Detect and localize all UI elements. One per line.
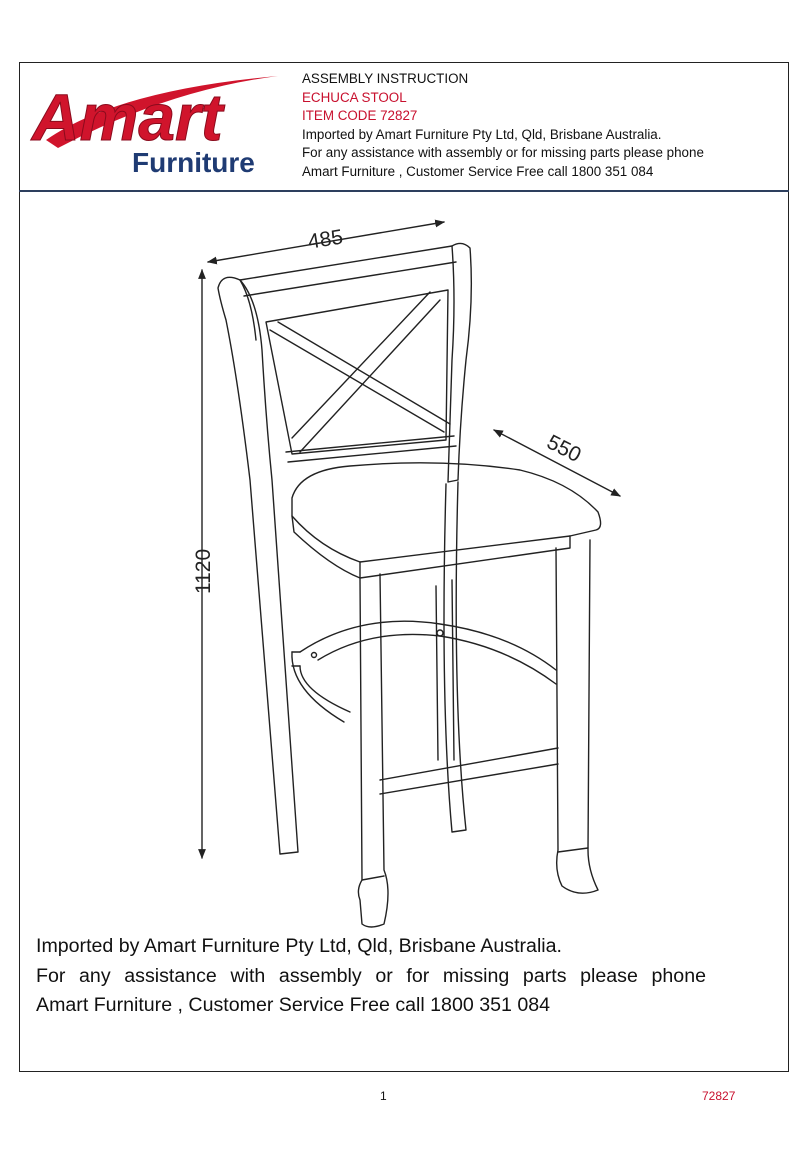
cross-bar-2 [292,292,440,452]
logo-amart-text: Amart [32,80,223,154]
front-left-leg-foot-line [362,876,384,880]
body-text [36,932,706,1021]
header-divider [19,190,789,192]
page-number: 1 [380,1089,387,1103]
foot-ring-screw-1 [437,630,443,636]
top-rail [240,246,456,296]
width-dimension-label: 485 [306,225,345,254]
header-info [302,70,782,182]
foot-ring-screw-2 [312,653,317,658]
front-right-leg [556,540,598,893]
stool-drawing [170,210,630,940]
doc-type: ASSEMBLY INSTRUCTION [302,71,469,86]
assistance-line: For any assistance with assembly or for missing parts please phone [302,145,704,161]
logo-furniture-text: Furniture [132,147,255,178]
front-left-leg [358,574,388,927]
body-assistance-line: For any assistance with assembly or for missing parts please phone [36,964,706,987]
amart-furniture-logo [28,70,290,182]
contact-line: Amart Furniture , Customer Service Free call 1800 351 084 [302,163,654,179]
front-right-leg-foot-line [558,848,588,852]
cross-bar-1 [270,322,450,432]
item-code: ITEM CODE 72827 [302,108,418,124]
back-left-post-edge [240,280,256,340]
footer-item-code: 72827 [702,1089,736,1103]
foot-ring-top [300,621,556,670]
height-dimension-label: 1120 [192,548,215,594]
depth-dimension-label: 550 [543,430,585,468]
back-left-post [218,277,298,854]
foot-ring-left [292,652,350,722]
body-contact-line: Amart Furniture , Customer Service Free call 1800 351 084 [36,994,551,1016]
product-name: ECHUCA STOOL [302,89,407,105]
importer-line: Imported by Amart Furniture Pty Ltd, Qld, Brisbane Australia. [302,126,662,142]
seat-top [292,463,601,562]
cross-panel-outline [266,290,448,454]
front-stretcher [380,748,558,794]
body-importer-line: Imported by Amart Furniture Pty Ltd, Qld, Brisbane Australia. [36,935,562,957]
seat-edge [292,516,570,578]
